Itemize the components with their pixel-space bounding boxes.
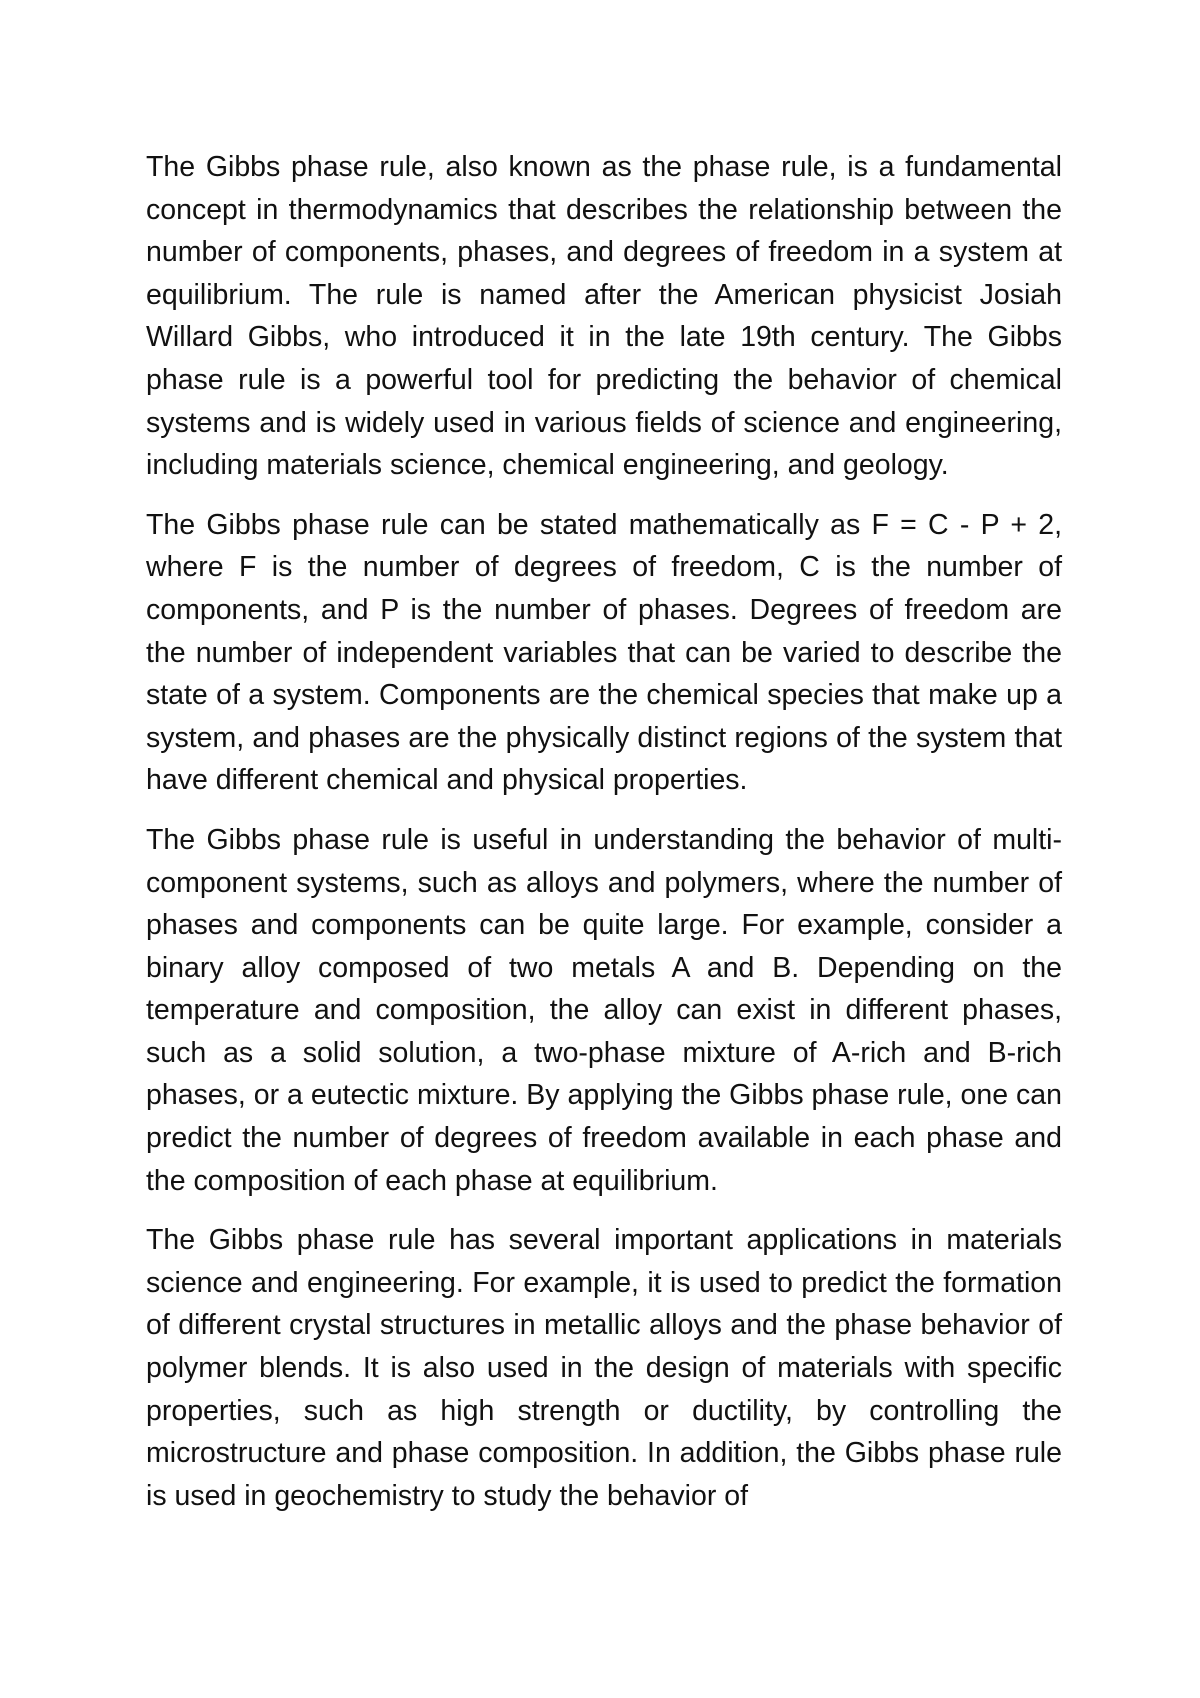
paragraph-multicomponent: The Gibbs phase rule is useful in understanding the behavior of multi-component systems, such as alloys and polymers, where the number of phases and components can be quite large. For example, consider a binary alloy composed of two metals A and B. Depending on the temperature and composition, the alloy can exist in different phases, such as a solid solution, a two-phase mixture of A-rich and B-rich phases, or a eutectic mixture. By applying the Gibbs phase rule, one can predict the number of degrees of freedom available in each phase and the composition of each phase at equilibrium.	[146, 823, 1062, 1197]
paragraph-intro: The Gibbs phase rule, also known as the phase rule, is a fundamental concept in thermodynamics that describes the relationship between the number of components, phases, and degrees of freedom in a system at equilibrium. The rule is named after the American physicist Josiah Willard Gibbs, who introduced it in the late 19th century. The Gibbs phase rule is a powerful tool for predicting the behavior of chemical systems and is widely used in various fields of science and engineering, including materials science, chemical engineering, and geology.	[146, 151, 1062, 482]
document-body	[146, 146, 1062, 1534]
paragraph-applications: The Gibbs phase rule has several important applications in materials science and engineering. For example, it is used to predict the formation of different crystal structures in metallic alloys and the phase behavior of polymer blends. It is also used in the design of materials with specific properties, such as high strength or ductility, by controlling the microstructure and phase composition. In addition, the Gibbs phase rule is used in geochemistry to study the behavior of	[146, 1224, 1062, 1512]
paragraph-formula: The Gibbs phase rule can be stated mathematically as F = C - P + 2, where F is the number of degrees of freedom, C is the number of components, and P is the number of phases. Degrees of freedom are the number of independent variables that can be varied to describe the state of a system. Components are the chemical species that make up a system, and phases are the physically distinct regions of the system that have different chemical and physical properties.	[146, 508, 1062, 797]
